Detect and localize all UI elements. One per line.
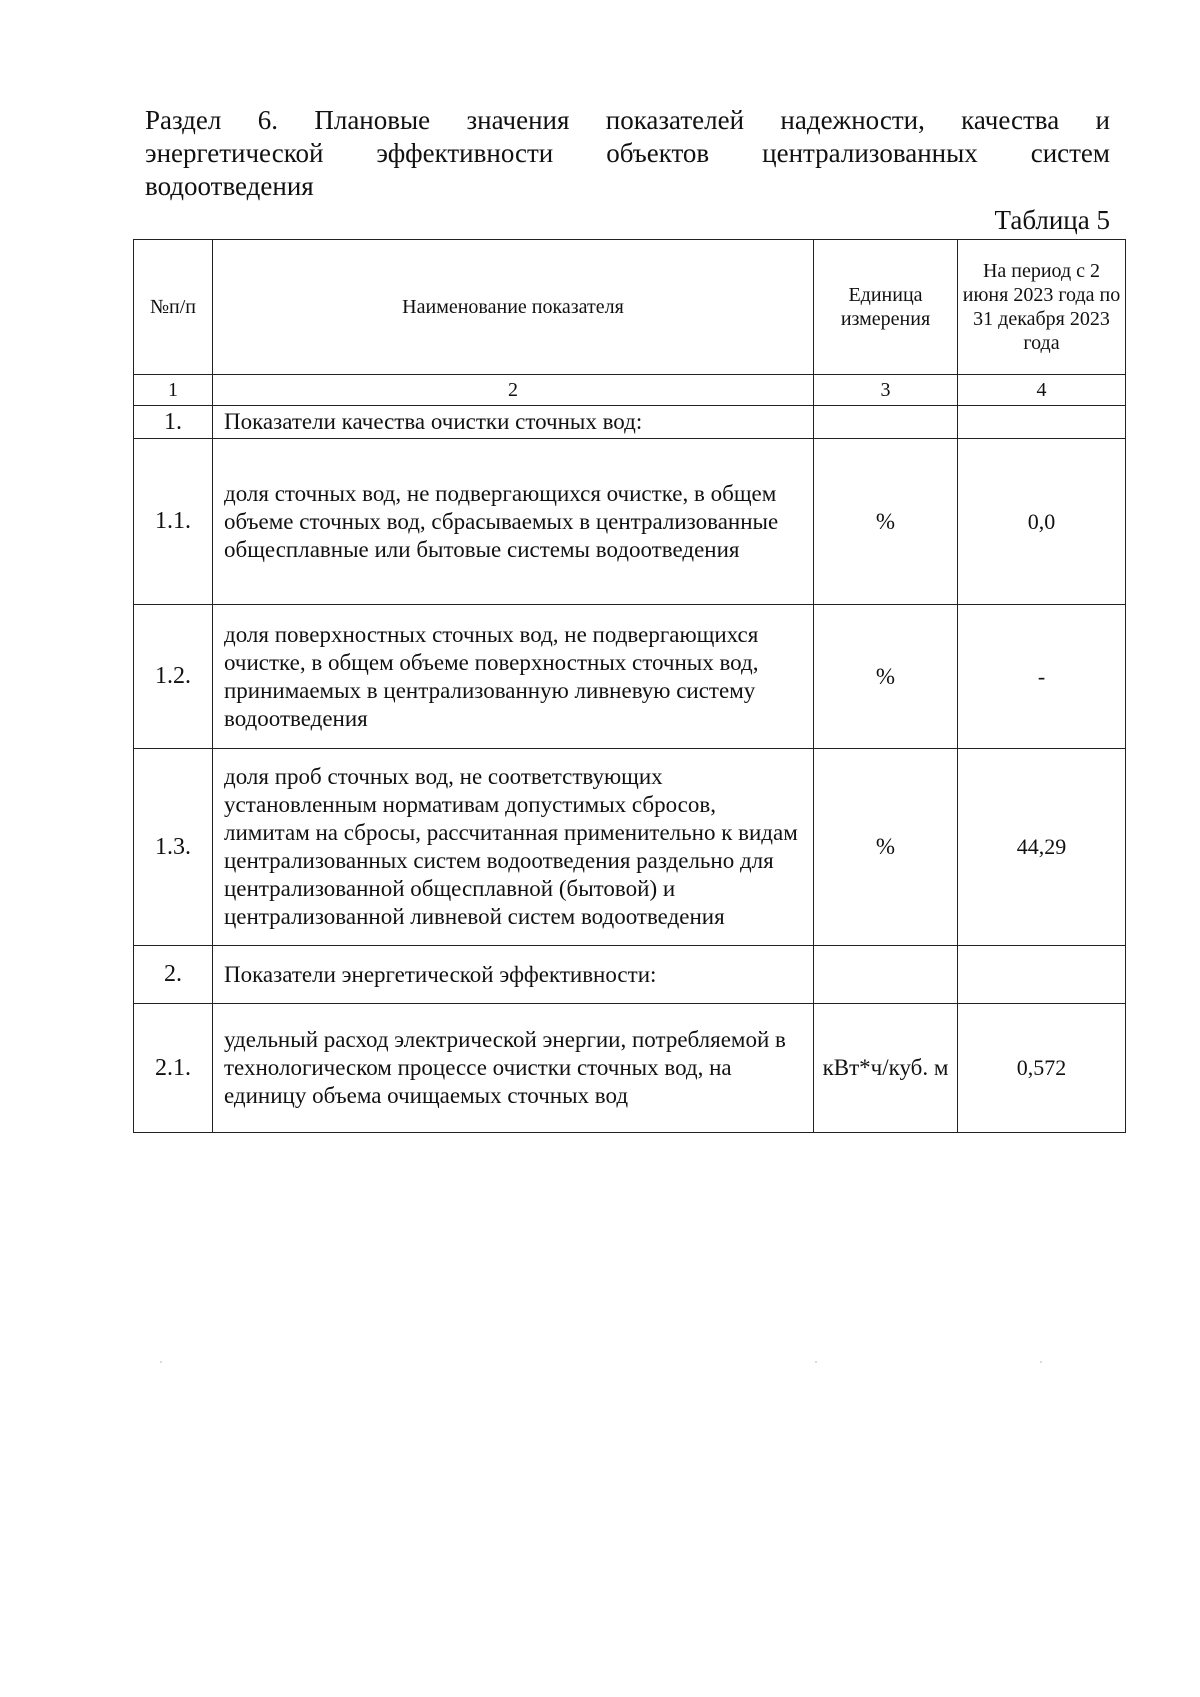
row-name: доля поверхностных сточных вод, не подвергающихся очистке, в общем объеме поверхностных сточных вод, принимаемых в централизованную ливневую систему водоотведения — [213, 605, 814, 749]
row-num: 2. — [134, 946, 213, 1004]
row-value — [958, 946, 1126, 1004]
row-num: 1.3. — [134, 749, 213, 946]
header-num: №п/п — [134, 240, 213, 375]
table-row-section — [134, 406, 1126, 439]
row-num: 1.1. — [134, 439, 213, 605]
scan-speck — [815, 1361, 817, 1363]
table-caption: Таблица 5 — [994, 205, 1110, 235]
column-index: 4 — [958, 375, 1126, 406]
scan-speck — [160, 1361, 162, 1363]
table-row — [134, 749, 1126, 946]
row-name: Показатели качества очистки сточных вод: — [213, 406, 814, 439]
row-name: удельный расход электрической энергии, потребляемой в технологическом процессе очистки сточных вод, на единицу объема очищаемых сточных вод — [213, 1004, 814, 1133]
table-row — [134, 605, 1126, 749]
table-header-row — [134, 240, 1126, 375]
column-index-row — [134, 375, 1126, 406]
row-num: 1. — [134, 406, 213, 439]
column-index: 1 — [134, 375, 213, 406]
row-unit — [814, 946, 958, 1004]
row-unit: кВт*ч/куб. м — [814, 1004, 958, 1133]
row-unit: % — [814, 439, 958, 605]
row-value: 0,0 — [958, 439, 1126, 605]
column-index: 2 — [213, 375, 814, 406]
row-unit: % — [814, 749, 958, 946]
row-value: 44,29 — [958, 749, 1126, 946]
header-name: Наименование показателя — [213, 240, 814, 375]
table-row — [134, 1004, 1126, 1133]
row-num: 2.1. — [134, 1004, 213, 1133]
header-value: На период с 2 июня 2023 года по 31 декабря 2023 года — [958, 240, 1126, 375]
row-name: доля проб сточных вод, не соответствующих установленным нормативам допустимых сбросов, лимитам на сбросы, рассчитанная применительно к видам централизованных систем водоотведения раздельно для централизованной общесплавной (бытовой) и централизованной ливневой систем водоотведения — [213, 749, 814, 946]
table-row-section — [134, 946, 1126, 1004]
row-unit — [814, 406, 958, 439]
header-unit: Единица измерения — [814, 240, 958, 375]
column-index: 3 — [814, 375, 958, 406]
row-value — [958, 406, 1126, 439]
row-name: доля сточных вод, не подвергающихся очистке, в общем объеме сточных вод, сбрасываемых в централизованные общесплавные или бытовые системы водоотведения — [213, 439, 814, 605]
row-value: 0,572 — [958, 1004, 1126, 1133]
row-value: - — [958, 605, 1126, 749]
row-name: Показатели энергетической эффективности: — [213, 946, 814, 1004]
section-title: Раздел 6. Плановые значения показателей надежности, качества и энергетической эффективности объектов централизованных систем водоотведения — [145, 105, 1110, 201]
indicators-table — [133, 239, 1126, 1133]
row-num: 1.2. — [134, 605, 213, 749]
row-unit: % — [814, 605, 958, 749]
table-row — [134, 439, 1126, 605]
scan-speck — [1040, 1361, 1042, 1363]
